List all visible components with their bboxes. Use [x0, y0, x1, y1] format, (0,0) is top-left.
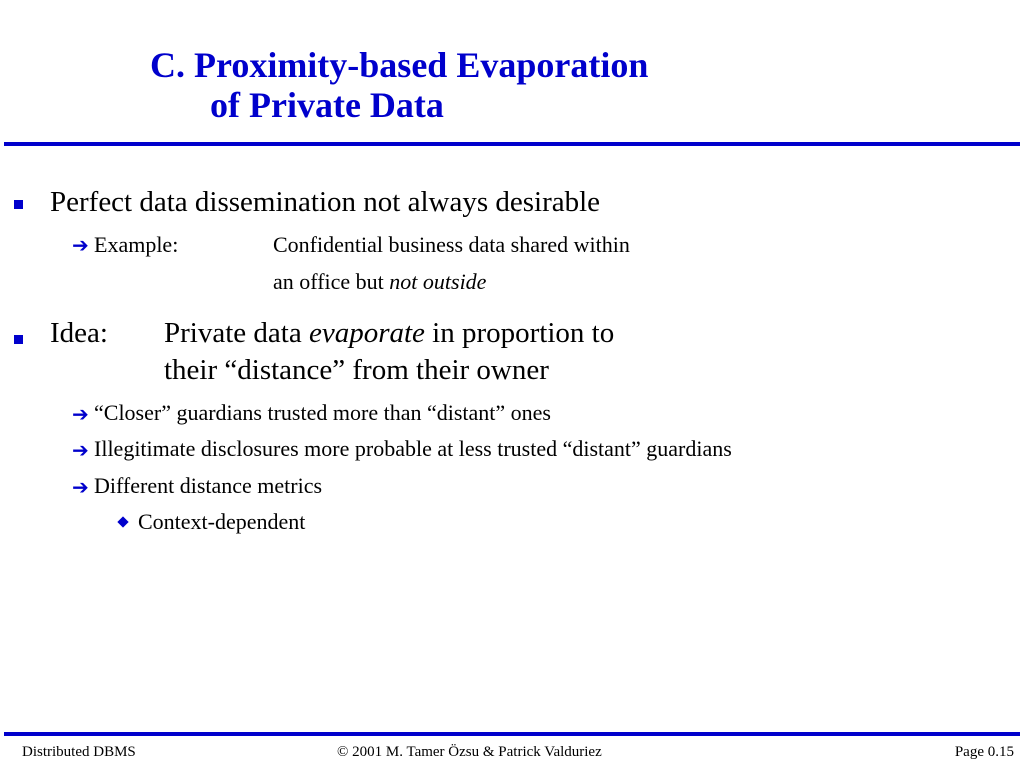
arrow-right-icon: ➔	[72, 402, 89, 426]
bullet-2-subsub-1: Context-dependent	[138, 509, 306, 534]
bullet-1-example-line2	[273, 269, 486, 295]
square-bullet-icon	[14, 335, 23, 344]
bullet-2-sub-1: “Closer” guardians trusted more than “distant” ones	[94, 400, 551, 425]
footer-page-number: Page 0.15	[954, 744, 1014, 760]
bullet-2-text-italic: evaporate	[308, 317, 425, 349]
square-bullet-icon	[14, 200, 23, 209]
bullet-1-example-line1: Confidential business data shared within	[273, 232, 630, 257]
slide-title-line2: of Private Data	[210, 85, 444, 125]
bullet-2-text-line2: their “distance” from their owner	[164, 354, 549, 386]
bullet-1-example-label: Example:	[94, 232, 179, 257]
diamond-bullet-icon	[117, 516, 128, 527]
slide-title-line1: C. Proximity-based Evaporation	[150, 45, 649, 85]
bullet-2-text-line1	[164, 317, 614, 350]
bullet-1-example-line2-prefix: an office but	[273, 269, 390, 294]
arrow-right-icon: ➔	[72, 475, 89, 499]
footer-center: © 2001 M. Tamer Özsu & Patrick Valduriez	[337, 744, 602, 760]
bullet-2-sub-2: Illegitimate disclosures more probable at less trusted “distant” guardians	[94, 436, 732, 461]
arrow-right-icon: ➔	[72, 438, 89, 462]
bullet-2-text-suffix: in proportion to	[424, 317, 615, 349]
bullet-2-sub-3: Different distance metrics	[94, 473, 323, 498]
arrow-right-icon: ➔	[72, 233, 89, 257]
bullet-1-text: Perfect data dissemination not always desirable	[50, 186, 601, 218]
footer-divider	[4, 732, 1020, 736]
bullet-1-example-line2-italic: not outside	[389, 269, 487, 294]
footer-left: Distributed DBMS	[22, 744, 136, 760]
bullet-2-text-prefix: Private data	[164, 317, 309, 349]
title-divider	[4, 142, 1020, 146]
bullet-2-label: Idea:	[50, 317, 108, 349]
